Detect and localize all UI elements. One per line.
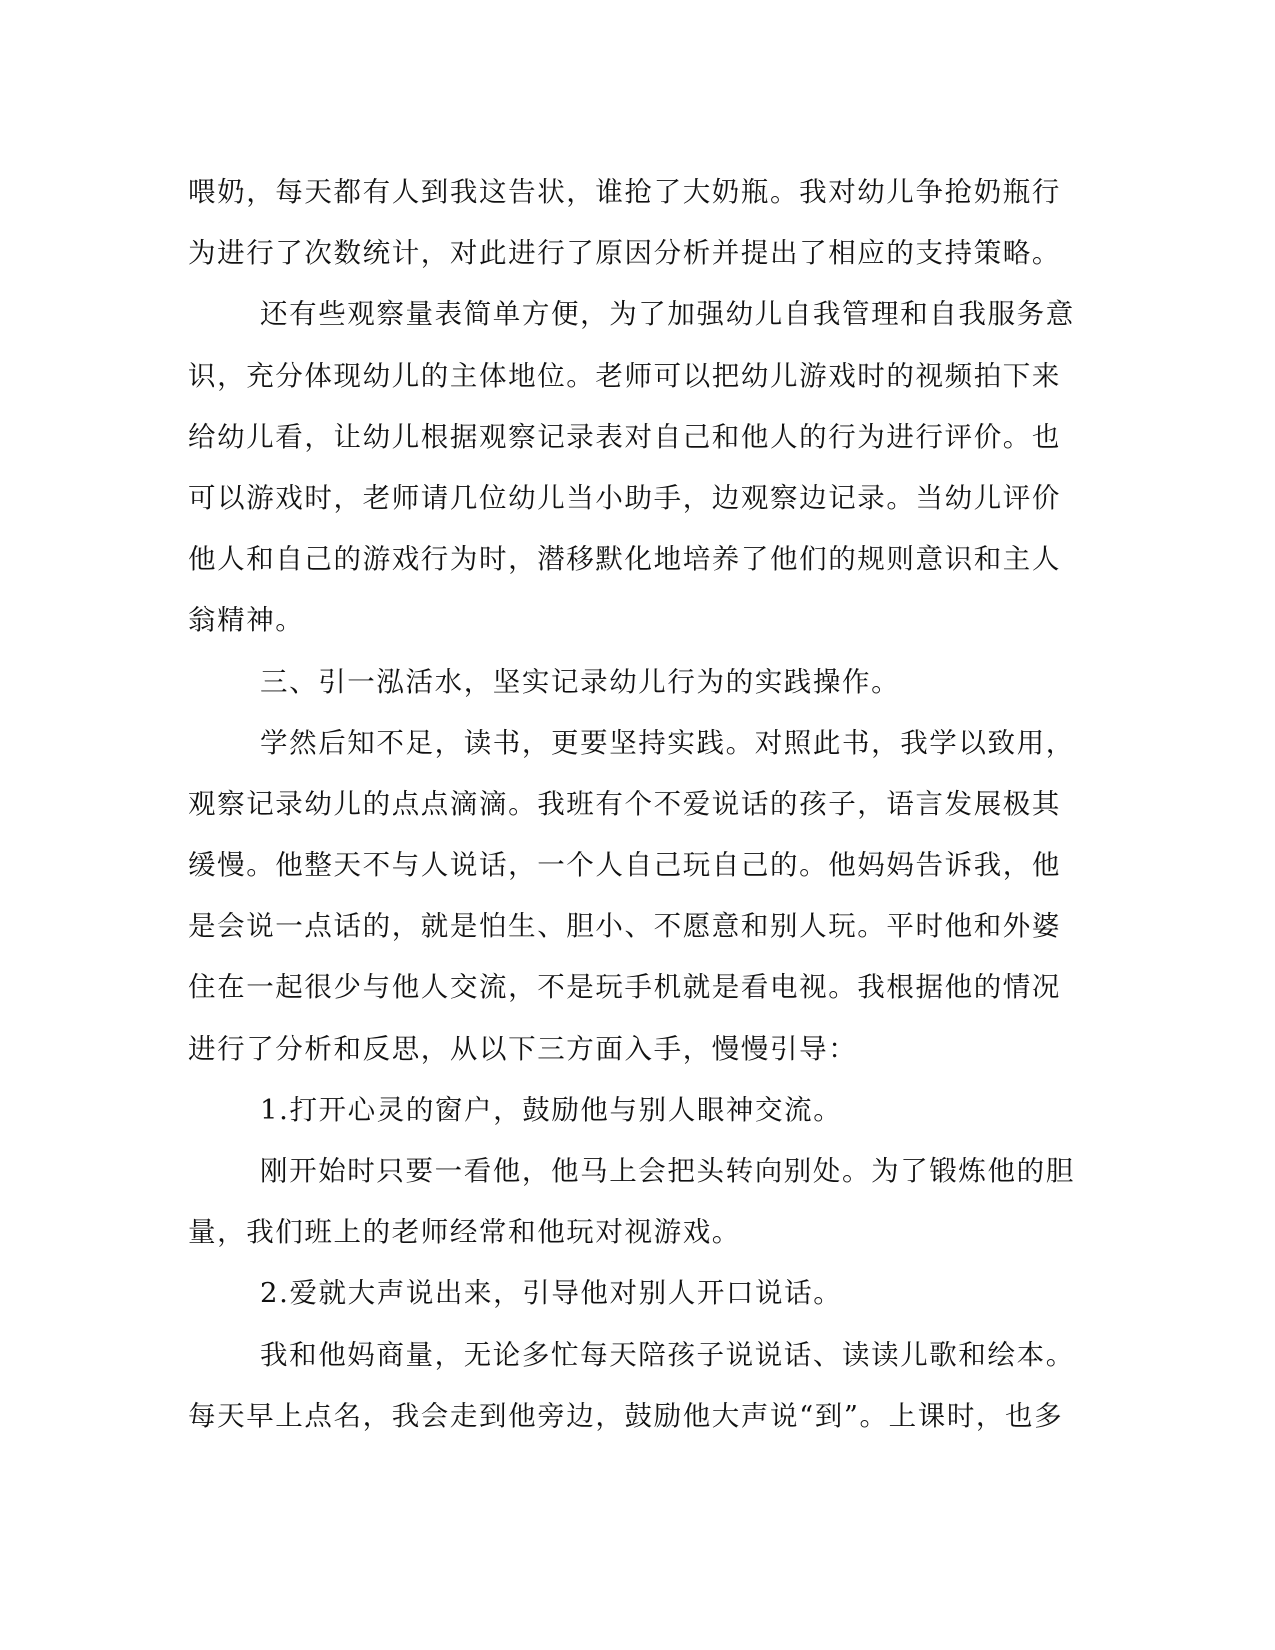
section-heading: 三、引一泓活水，坚实记录幼儿行为的实践操作。 (260, 665, 901, 698)
text-line: 学然后知不足，读书，更要坚持实践。对照此书，我学以致用， (260, 726, 1075, 759)
text-line: 刚开始时只要一看他，他马上会把头转向别处。为了锻炼他的胆 (260, 1155, 1075, 1187)
body-text (188, 162, 1088, 1447)
text-line: 量，我们班上的老师经常和他玩对视游戏。 (188, 1216, 741, 1249)
text-line: 进行了分析和反思，从以下三方面入手，慢慢引导： (188, 1032, 858, 1065)
text-line: 为进行了次数统计，对此进行了原因分析并提出了相应的支持策略。 (188, 237, 1061, 270)
text-line: 缓慢。他整天不与人说话，一个人自己玩自己的。他妈妈告诉我，他 (188, 849, 1061, 882)
text-line: 我和他妈商量，无论多忙每天陪孩子说说话、读读儿歌和绘本。 (260, 1338, 1075, 1371)
text-line: 喂奶，每天都有人到我这告状，谁抢了大奶瓶。我对幼儿争抢奶瓶行 (188, 176, 1061, 208)
text-line: 还有些观察量表简单方便，为了加强幼儿自我管理和自我服务意 (260, 298, 1075, 331)
text-line: 翁精神。 (188, 604, 305, 637)
text-line: 是会说一点话的，就是怕生、胆小、不愿意和别人玩。平时他和外婆 (188, 910, 1061, 943)
text-line: 给幼儿看，让幼儿根据观察记录表对自己和他人的行为进行评价。也 (188, 420, 1061, 453)
text-line: 他人和自己的游戏行为时，潜移默化地培养了他们的规则意识和主人 (188, 543, 1061, 576)
numbered-point: 1.打开心灵的窗户，鼓励他与别人眼神交流。 (260, 1093, 843, 1126)
text-line: 观察记录幼儿的点点滴滴。我班有个不爱说话的孩子，语言发展极其 (188, 787, 1061, 820)
text-line: 住在一起很少与他人交流，不是玩手机就是看电视。我根据他的情况 (188, 971, 1061, 1004)
text-line: 识，充分体现幼儿的主体地位。老师可以把幼儿游戏时的视频拍下来 (188, 359, 1061, 392)
numbered-point: 2.爱就大声说出来，引导他对别人开口说话。 (260, 1277, 843, 1310)
text-line: 可以游戏时，老师请几位幼儿当小助手，边观察边记录。当幼儿评价 (188, 481, 1061, 514)
text-line: 每天早上点名，我会走到他旁边，鼓励他大声说“到”。上课时，也多 (188, 1399, 1064, 1432)
